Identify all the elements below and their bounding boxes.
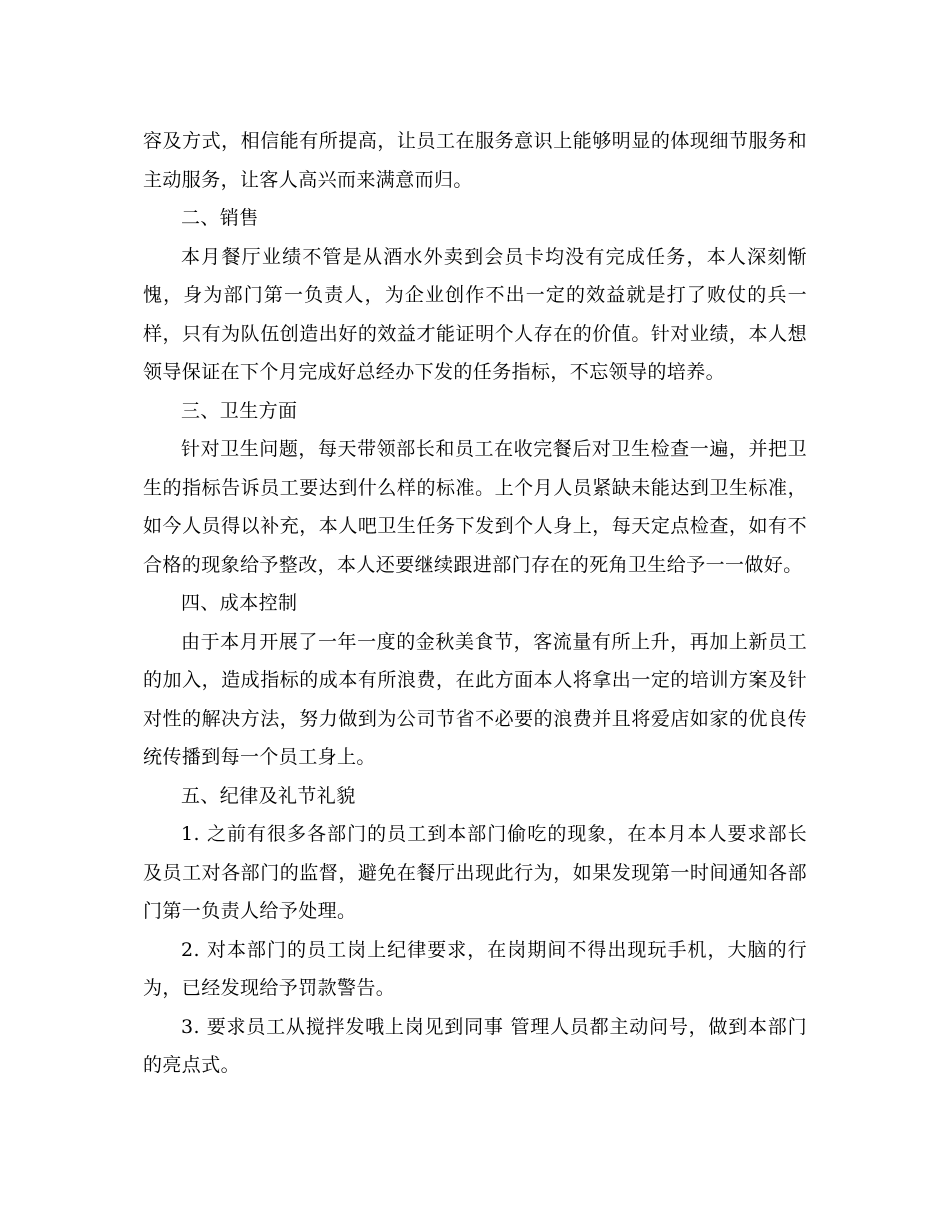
section-heading-hygiene: 三、卫生方面 [181, 399, 298, 422]
paragraph-sales: 本月餐厅业绩不管是从酒水外卖到会员卡均没有完成任务，本人深刻惭愧，身为部门第一负责人，为企业创作不出一定的效益就是打了败仗的兵一样，只有为队伍创造出好的效益才能证明个人存在的价值。针对业绩，本人想领导保证在下个月完成好总经办下发的任务指标，不忘领导的培养。 [143, 245, 807, 383]
paragraph-hygiene: 针对卫生问题，每天带领部长和员工在收完餐后对卫生检查一遍，并把卫生的指标告诉员工要达到什么样的标准。上个月人员紧缺未能达到卫生标准，如今人员得以补充，本人吧卫生任务下发到个人身上，每天定点检查，如有不合格的现象给予整改，本人还要继续跟进部门存在的死角卫生给予一一做好。 [143, 438, 807, 576]
list-item-discipline-1: 1. 之前有很多各部门的员工到本部门偷吃的现象，在本月本人要求部长及员工对各部门的监督，避免在餐厅出现此行为，如果发现第一时间通知各部门第一负责人给予处理。 [143, 823, 807, 922]
list-item-discipline-2: 2. 对本部门的员工岗上纪律要求，在岗期间不得出现玩手机，大脑的行为，已经发现给予罚款警告。 [143, 938, 807, 999]
document-body [143, 122, 807, 1085]
section-heading-sales: 二、销售 [181, 207, 259, 229]
list-item-discipline-3: 3. 要求员工从搅拌发哦上岗见到同事 管理人员都主动问号，做到本部门的亮点式。 [143, 1015, 807, 1076]
section-heading-cost-control: 四、成本控制 [181, 592, 298, 614]
paragraph-cost-control: 由于本月开展了一年一度的金秋美食节，客流量有所上升，再加上新员工的加入，造成指标的成本有所浪费，在此方面本人将拿出一定的培训方案及针对性的解决方法，努力做到为公司节省不必要的浪费并且将爱店如家的优良传统传播到每一个员工身上。 [143, 630, 807, 768]
section-heading-discipline: 五、纪律及礼节礼貌 [181, 784, 356, 807]
paragraph-continued: 容及方式，相信能有所提高，让员工在服务意识上能够明显的体现细节服务和主动服务，让客人高兴而来满意而归。 [143, 130, 807, 191]
